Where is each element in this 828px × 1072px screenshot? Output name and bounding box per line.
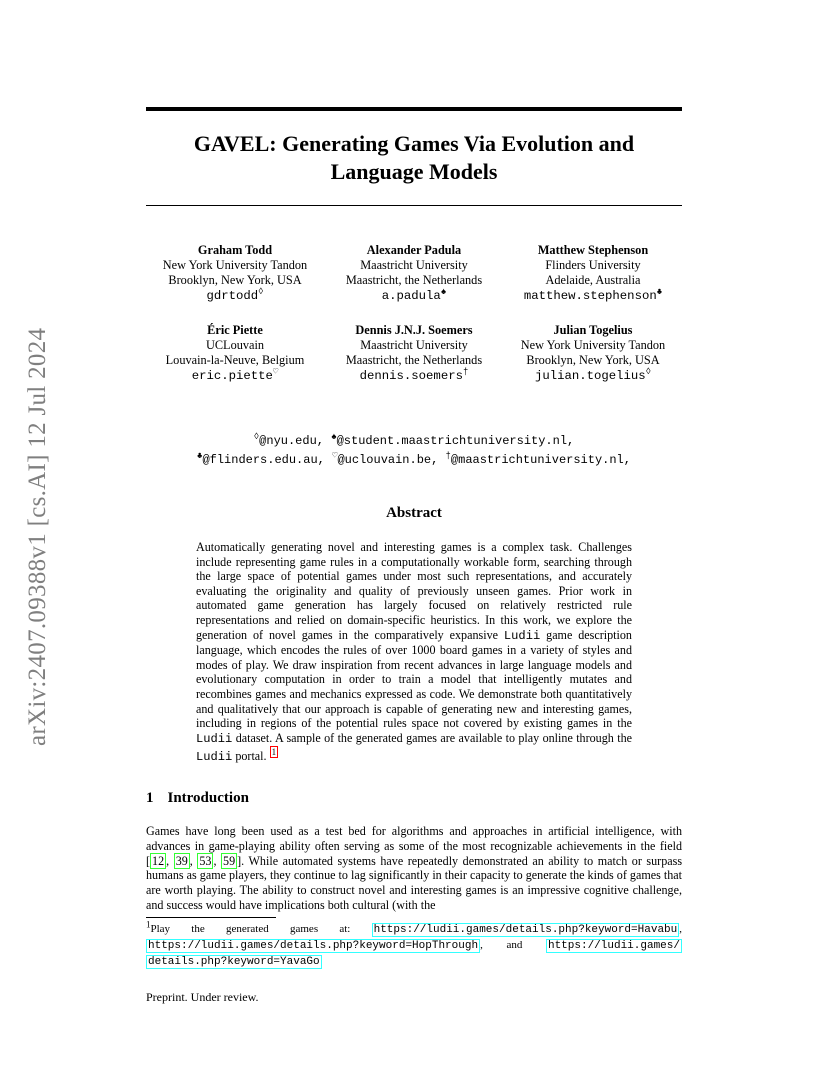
author-email-mark: ♠ — [440, 286, 447, 297]
email-domain: @maastrichtuniversity.nl, — [450, 453, 631, 467]
email-domain: @student.maastrichtuniversity.nl, — [336, 434, 575, 448]
abstract-part: dataset. A sample of the generated games are available to play online through the — [235, 730, 632, 745]
author-block — [146, 243, 682, 403]
author-card — [146, 323, 324, 384]
section-title: Introduction — [167, 790, 249, 806]
author-affiliation: Flinders University — [545, 258, 641, 272]
title-bottom-rule — [146, 205, 682, 206]
title-top-rule — [146, 107, 682, 111]
ludii-name: Ludii — [196, 750, 233, 765]
intro-text: ]. While automated systems have repeatedly demonstrated an ability to match or surpass humans as game players, they continue to lag significantly in their capacity to generate the kinds of games that are worth playing. The ability to construct novel and interesting games is an impressive cognitive challenge, and success would have implications both cultural (with the — [146, 853, 683, 912]
author-email — [146, 366, 324, 384]
game-link-havabu[interactable]: https://ludii.games/details.php?keyword=Havabu — [373, 924, 678, 936]
author-affiliation: Maastricht University — [360, 258, 468, 272]
domain-mark: ♡ — [332, 451, 338, 461]
author-email-mark: ♣ — [656, 286, 663, 297]
email-domains-line-2 — [146, 451, 682, 470]
author-name: Julian Togelius — [553, 323, 633, 337]
author-email — [325, 286, 503, 304]
author-location: Adelaide, Australia — [545, 273, 641, 287]
section-number: 1 — [146, 790, 154, 806]
footnote-lead: Play the generated games at: — [150, 923, 351, 935]
author-card — [504, 243, 682, 304]
section-heading — [146, 790, 249, 807]
email-domains-line-1 — [146, 432, 682, 451]
email-domains — [146, 432, 682, 470]
author-email-user: julian.togelius — [534, 369, 646, 383]
author-name: Dennis J.N.J. Soemers — [355, 323, 473, 337]
ludii-name: Ludii — [503, 628, 541, 643]
author-location: Brooklyn, New York, USA — [168, 273, 302, 287]
abstract-part: game description language, which encodes the rules of over 1000 board games in a variety of styles and modes of play. We draw inspiration from recent advances in large language models and evolutionary computation in order to train a model that intelligently mutates and recombines games and mechanics expressed as code. We demonstrate both quantitatively and qualitatively that our approach is capable of generating new and interesting games, including in regions of the potential rules space not covered by existing games in the — [196, 627, 632, 731]
author-location: Louvain-la-Neuve, Belgium — [165, 353, 305, 367]
abstract-part: Automatically generating novel and interesting games is a complex task. Challenges include representing game rules in a computationally workable form, searching through the large space of potential games under most such representations, and accurately evaluating the originality and quality of previously unseen games. Prior work in automated game generation has largely focused on relatively restricted rule representations and relied on domain-specific heuristics. In this work, we explore the generation of novel games in the comparatively expansive — [196, 540, 632, 642]
author-name: Graham Todd — [197, 243, 273, 257]
domain-mark: ♣ — [197, 451, 203, 461]
author-name: Matthew Stephenson — [537, 243, 649, 257]
author-row-2 — [146, 323, 682, 384]
domain-mark: ♠ — [331, 432, 337, 442]
domain-mark: † — [445, 451, 451, 461]
author-email-user: gdrtodd — [206, 289, 259, 303]
author-card — [325, 323, 503, 384]
author-affiliation: New York University Tandon — [162, 258, 308, 272]
author-email-mark: † — [462, 366, 469, 377]
author-card — [146, 243, 324, 304]
game-link-yavago[interactable]: https://ludii.games/ — [547, 940, 680, 952]
author-email-mark: ◊ — [258, 286, 264, 297]
author-affiliation: UCLouvain — [205, 338, 265, 352]
preprint-note: Preprint. Under review. — [146, 990, 259, 1004]
email-domain: @flinders.edu.au, — [202, 453, 325, 467]
author-location: Maastricht, the Netherlands — [345, 353, 483, 367]
citation-link[interactable]: 53 — [199, 853, 212, 868]
footnote-link[interactable]: 1 — [271, 747, 277, 758]
author-email — [146, 286, 324, 304]
author-name: Éric Piette — [207, 323, 263, 337]
title-line-1: GAVEL: Generating Games Via Evolution and — [193, 131, 635, 156]
abstract-heading: Abstract — [386, 505, 442, 521]
author-row-1 — [146, 243, 682, 304]
email-domain: @uclouvain.be, — [337, 453, 439, 467]
title-line-2: Language Models — [330, 159, 498, 184]
author-card — [325, 243, 503, 304]
ludii-name: Ludii — [196, 731, 233, 746]
game-link-hopthrough[interactable]: https://ludii.games/details.php?keyword=HopThrough — [148, 940, 479, 952]
author-email — [504, 286, 682, 304]
abstract-text — [196, 540, 632, 765]
intro-text: Games have long been used as a test bed for algorithms and approaches in artificial intelligence, with advances in game-playing ability often serving as some of the most recognizable achievements in the field [ — [146, 824, 682, 868]
domain-mark: ◊ — [253, 432, 260, 442]
author-email-user: a.padula — [381, 289, 441, 303]
game-link-yavago-cont[interactable]: details.php?keyword=YavaGo — [148, 956, 320, 968]
citation-link[interactable]: 59 — [223, 853, 236, 868]
email-domain: @nyu.edu, — [259, 434, 324, 448]
author-email — [325, 366, 503, 384]
abstract-part: portal. — [235, 749, 267, 764]
author-email-mark: ♡ — [272, 366, 279, 377]
citation-link[interactable]: 12 — [152, 853, 165, 868]
footnote-rule — [146, 917, 276, 918]
author-card — [504, 323, 682, 384]
author-email-user: eric.piette — [191, 369, 273, 383]
author-affiliation: Maastricht University — [360, 338, 468, 352]
footnote: $^1$Play the generated games at: https://ludii.games/details.php?keyword=Havabu , https://ludii.games/details.php?keyword=HopThrough , and https://ludii.games/ details.php?keyword=YavaGo — [146, 919, 682, 968]
author-location: Brooklyn, New York, USA — [526, 353, 660, 367]
footnote-mark: 1 — [146, 919, 151, 930]
citation-link[interactable]: 39 — [175, 853, 188, 868]
author-email — [504, 366, 682, 384]
paper-title — [146, 130, 682, 186]
author-email-user: matthew.stephenson — [523, 289, 657, 303]
author-name: Alexander Padula — [366, 243, 462, 257]
author-email-mark: ◊ — [645, 366, 652, 377]
intro-paragraph: Games have long been used as a test bed for algorithms and approaches in artificial intelligence, with advances in game-playing ability often serving as some of the most recognizable achievements in the field [ 12 , 39 , 53 , 59 ]. While automated systems have repeatedly demonstrated an ability to match or surpass humans as game players, they continue to lag significantly in their capacity to generate the kinds of games that are worth playing. The ability to construct novel and interesting games is an impressive cognitive challenge, and success would have implications both cultural (with the — [146, 824, 683, 912]
author-location: Maastricht, the Netherlands — [345, 273, 483, 287]
author-affiliation: New York University Tandon — [520, 338, 666, 352]
author-email-user: dennis.soemers — [359, 369, 463, 383]
footnote-and: , and — [480, 939, 523, 951]
arxiv-stamp: arXiv:2407.09388v1 [cs.AI] 12 Jul 2024 — [24, 327, 51, 746]
